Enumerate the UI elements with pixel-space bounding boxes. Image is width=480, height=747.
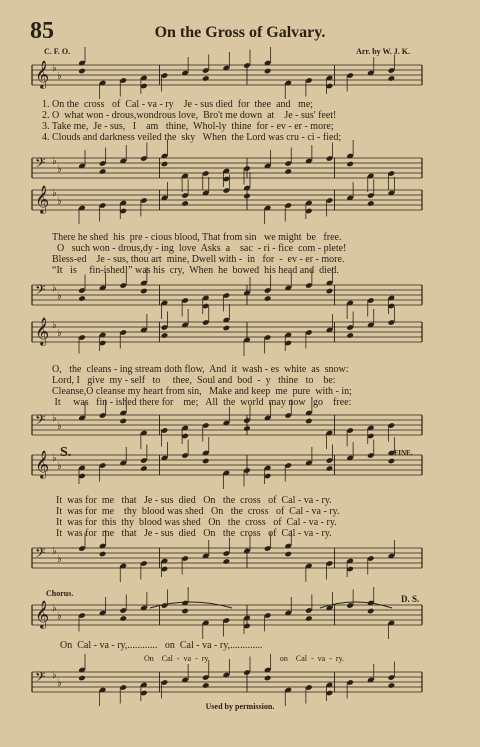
note-head [367, 608, 375, 615]
note-head [346, 332, 354, 339]
note-head [202, 75, 210, 82]
flat-icon: ♭ [57, 291, 62, 302]
lyric-line: It was for me that Je - sus died On the cross of Cal - va - ry. [56, 495, 332, 506]
page-number: 85 [30, 18, 54, 44]
note-head [119, 615, 127, 622]
note-head [326, 465, 334, 472]
note-head [388, 75, 396, 82]
lyric-line: There he shed his pre - cious blood, That from sin we might be free. [52, 232, 342, 243]
ds-mark: D. S. [401, 594, 420, 604]
flat-icon: ♭ [52, 320, 57, 331]
note-head [346, 161, 354, 168]
composer-credit: C. F. O. [44, 47, 71, 56]
lyric-line: 4. Clouds and darkness veiled the sky When the Lord was cru - ci - fied; [42, 132, 342, 143]
lyric-line: O, the cleans - ing stream doth flow, And it wash - es white as snow: [52, 364, 349, 375]
note-head [264, 675, 272, 682]
note-head [99, 168, 107, 175]
note-head [78, 295, 86, 302]
note-head [202, 458, 210, 465]
treble-clef-icon: 𝄞 [35, 60, 50, 88]
lyric-line: Lord, I give my - self to thee, Soul and bod - y thine to be: [52, 375, 336, 386]
chorus-lyric-lower: On Cal - va - ry, on Cal - va - ry. [144, 654, 345, 663]
lyric-line: 3. Take me, Je - sus, I am thine, Whol-ly thine for - ev - er - more; [42, 121, 334, 132]
note-head [181, 608, 189, 615]
treble-clef-icon: 𝄞 [35, 450, 50, 478]
lyric-line: It was for me that Je - sus died On the cross of Cal - va - ry. [56, 528, 332, 539]
flat-icon: ♭ [52, 546, 57, 557]
flat-icon: ♭ [57, 611, 62, 622]
treble-clef-icon: 𝄞 [35, 185, 50, 213]
flat-icon: ♭ [57, 164, 62, 175]
flat-icon: ♭ [52, 453, 57, 464]
note-head [181, 200, 189, 207]
note-head [367, 200, 375, 207]
flat-icon: ♭ [57, 71, 62, 82]
note-head [223, 558, 231, 565]
treble-clef-icon: 𝄞 [35, 317, 50, 345]
note-head [223, 325, 231, 332]
note-head [119, 418, 127, 425]
lyric-line: 1. On the cross of Cal - va - ry Je - sus died for thee and me; [42, 99, 314, 110]
note-head [202, 682, 210, 689]
note-head [305, 418, 313, 425]
flat-icon: ♭ [52, 603, 57, 614]
note-head [264, 68, 272, 75]
flat-icon: ♭ [52, 283, 57, 294]
note-head [284, 168, 292, 175]
bass-clef-icon: 𝄢 [35, 155, 46, 174]
note-head [243, 425, 251, 432]
flat-icon: ♭ [52, 156, 57, 167]
treble-clef-icon: 𝄞 [35, 600, 50, 628]
note-head [140, 465, 148, 472]
lyric-line: It was for this thy blood was shed On the cross of Cal - va - ry. [56, 517, 337, 528]
flat-icon: ♭ [57, 461, 62, 472]
note-head [388, 682, 396, 689]
note-head [243, 193, 251, 200]
flat-icon: ♭ [52, 63, 57, 74]
note-head [78, 675, 86, 682]
note-head [99, 551, 107, 558]
lyric-line: It was for me thy blood was shed On the cross of Cal - va - ry. [56, 506, 340, 517]
flat-icon: ♭ [52, 413, 57, 424]
fine-mark: FINE. [394, 449, 413, 457]
note-head [161, 332, 169, 339]
flat-icon: ♭ [57, 328, 62, 339]
flat-icon: ♭ [57, 196, 62, 207]
segno-mark: S. [60, 445, 72, 460]
bass-clef-icon: 𝄢 [35, 412, 46, 431]
bass-clef-icon: 𝄢 [35, 282, 46, 301]
note-head [326, 288, 334, 295]
permission-note: Used by permission. [205, 702, 275, 711]
lyric-line: Bless-ed Je - sus, thou art mine, Dwell with - in for - ev - er - more. [52, 254, 345, 265]
flat-icon: ♭ [52, 670, 57, 681]
flat-icon: ♭ [57, 554, 62, 565]
arranger-credit: Arr. by W. J. K. [356, 47, 410, 56]
lyric-line: O such won - drous,dy - ing love Asks a sac - ri - fice com - plete! [52, 243, 347, 254]
lyric-line: Cleanse,O cleanse my heart from sin, Make and keep me pure with - in; [52, 386, 352, 397]
bass-clef-icon: 𝄢 [35, 669, 46, 688]
note-head [388, 458, 396, 465]
chorus-lyric-upper: On Cal - va - ry,............ on Cal - va - ry,............. [60, 640, 263, 651]
note-head [78, 68, 86, 75]
note-head [284, 551, 292, 558]
lyric-line: It was fin - ished there for me; All the world may now go free: [52, 397, 352, 408]
note-head [140, 288, 148, 295]
flat-icon: ♭ [57, 421, 62, 432]
hymn-title: On the Gross of Galvary. [154, 24, 326, 41]
flat-icon: ♭ [57, 678, 62, 689]
note-head [264, 295, 272, 302]
bass-clef-icon: 𝄢 [35, 545, 46, 564]
lyric-line: “It is fin-ished!” was his cry, When he bowed his head and died. [52, 265, 339, 276]
flat-icon: ♭ [52, 188, 57, 199]
chorus-label: Chorus. [46, 589, 74, 598]
note-head [161, 161, 169, 168]
lyric-line: 2. O what won - drous,wondrous love, Bro't me down at Je - sus' feet! [42, 110, 337, 121]
note-head [305, 615, 313, 622]
